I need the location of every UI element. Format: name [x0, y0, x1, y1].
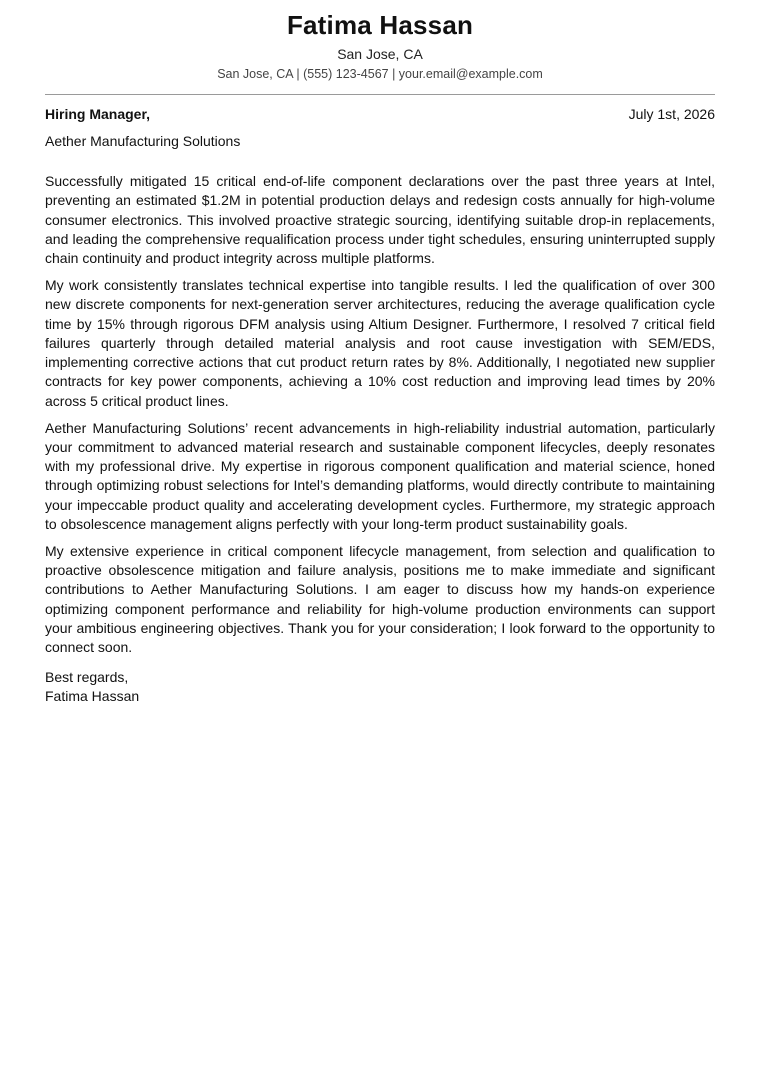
applicant-location: San Jose, CA — [337, 46, 423, 62]
closing-block — [45, 668, 715, 706]
body-paragraph-2: My work consistently translates technical expertise into tangible results. I led the qualification of over 300 new discrete components for next-generation server architectures, reducing the average qualification cycle time by 15% through rigorous DFM analysis using Altium Designer. Furthermore, I resolved 7 critical field failures quarterly through detailed material analysis and root cause investigation with SEM/EDS, implementing corrective actions that cut product return rates by 8%. Additionally, I negotiated new supplier contracts for key power components, achieving a 10% cost reduction and improving lead times by 20% across 5 critical product lines. — [45, 276, 715, 409]
body-paragraph-3: Aether Manufacturing Solutions’ recent advancements in high-reliability industrial automation, particularly your commitment to advanced material research and sustainable component lifecycles, deeply resonates with my professional drive. My expertise in rigorous component qualification and material science, honed through optimizing robust selections for Intel’s demanding platforms, would directly contribute to maintaining your impeccable product quality and accelerating development cycles. Furthermore, my strategic approach to obsolescence management aligns perfectly with your long-term product sustainability goals. — [45, 419, 715, 533]
letter-body — [45, 172, 715, 658]
body-paragraph-1: Successfully mitigated 15 critical end-of-life component declarations over the past three years at Intel, preventing an estimated $1.2M in potential production delays and redesign costs annually for high-volume consumer electronics. This involved proactive strategic sourcing, identifying suitable drop-in replacements, and leading the comprehensive requalification process under tight schedules, ensuring uninterrupted supply chain continuity and product integrity across multiple platforms. — [45, 173, 715, 267]
body-paragraph-4: My extensive experience in critical component lifecycle management, from selection and qualification to proactive obsolescence mitigation and failure analysis, positions me to make immediate and significant contributions to Aether Manufacturing Solutions. I am eager to discuss how my hands-on experience optimizing component performance and reliability for high-volume production environments can support your ambitious engineering objectives. Thank you for your consideration; I look forward to the opportunity to connect soon. — [45, 542, 715, 656]
contact-line: San Jose, CA | (555) 123-4567 | your.email@example.com — [217, 67, 543, 81]
header-divider — [45, 94, 715, 95]
salutation-row — [45, 105, 715, 123]
salutation: Hiring Manager, — [45, 106, 151, 122]
closing-line: Best regards, — [45, 668, 129, 685]
letter-date: July 1st, 2026 — [628, 106, 715, 122]
recipient-company: Aether Manufacturing Solutions — [45, 133, 241, 149]
applicant-name: Fatima Hassan — [286, 10, 474, 40]
signature-name: Fatima Hassan — [45, 687, 140, 704]
